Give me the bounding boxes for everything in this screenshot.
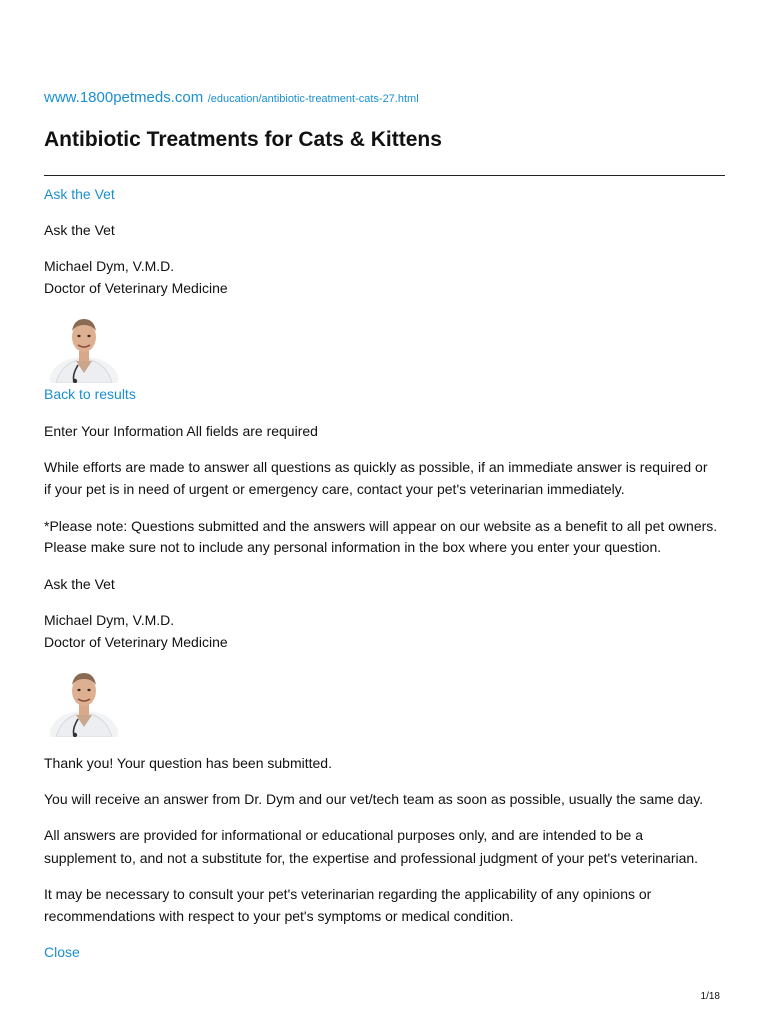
ask-the-vet-link[interactable]: Ask the Vet bbox=[44, 186, 115, 202]
vet-credential: Doctor of Veterinary Medicine bbox=[44, 280, 228, 296]
url-domain-link[interactable]: www.1800petmeds.com bbox=[44, 89, 204, 106]
title-divider bbox=[44, 175, 725, 176]
urgent-care-line-1: While efforts are made to answer all questions as quickly as possible, if an immediate answer is required or bbox=[44, 459, 708, 475]
privacy-note-line-2: Please make sure not to include any personal information in the box where you enter your question. bbox=[44, 539, 662, 555]
vet-name: Michael Dym, V.M.D. bbox=[44, 612, 175, 628]
vet-card-heading: Ask the Vet bbox=[44, 576, 115, 592]
response-time-note: You will receive an answer from Dr. Dym and our vet/tech team as soon as possible, usually the same day. bbox=[44, 791, 704, 807]
consult-note-line-2: recommendations with respect to your pet's symptoms or medical condition. bbox=[44, 908, 514, 924]
vet-avatar-icon bbox=[48, 665, 120, 737]
vet-credential: Doctor of Veterinary Medicine bbox=[44, 634, 228, 650]
vet-avatar-icon bbox=[48, 311, 120, 383]
page-number: 1/18 bbox=[700, 991, 720, 1002]
page-title: Antibiotic Treatments for Cats & Kittens bbox=[44, 128, 442, 151]
disclaimer-line-1: All answers are provided for informational or educational purposes only, and are intended to be a bbox=[44, 827, 643, 843]
disclaimer-line-2: supplement to, and not a substitute for, the expertise and professional judgment of your pet's veterinarian. bbox=[44, 850, 699, 866]
submission-thanks: Thank you! Your question has been submitted. bbox=[44, 755, 332, 771]
close-link[interactable]: Close bbox=[44, 944, 80, 960]
required-fields-note: Enter Your Information All fields are required bbox=[44, 423, 318, 439]
urgent-care-line-2: if your pet is in need of urgent or emergency care, contact your pet's veterinarian immediately. bbox=[44, 481, 625, 497]
vet-card-heading: Ask the Vet bbox=[44, 222, 115, 238]
back-to-results-link[interactable]: Back to results bbox=[44, 386, 136, 402]
vet-name: Michael Dym, V.M.D. bbox=[44, 258, 175, 274]
source-url[interactable] bbox=[44, 88, 419, 109]
url-path-link[interactable]: /education/antibiotic-treatment-cats-27.html bbox=[207, 93, 419, 105]
privacy-note-line-1: *Please note: Questions submitted and the answers will appear on our website as a benefit to all pet owners. bbox=[44, 518, 718, 534]
consult-note-line-1: It may be necessary to consult your pet's veterinarian regarding the applicability of any opinions or bbox=[44, 886, 652, 902]
